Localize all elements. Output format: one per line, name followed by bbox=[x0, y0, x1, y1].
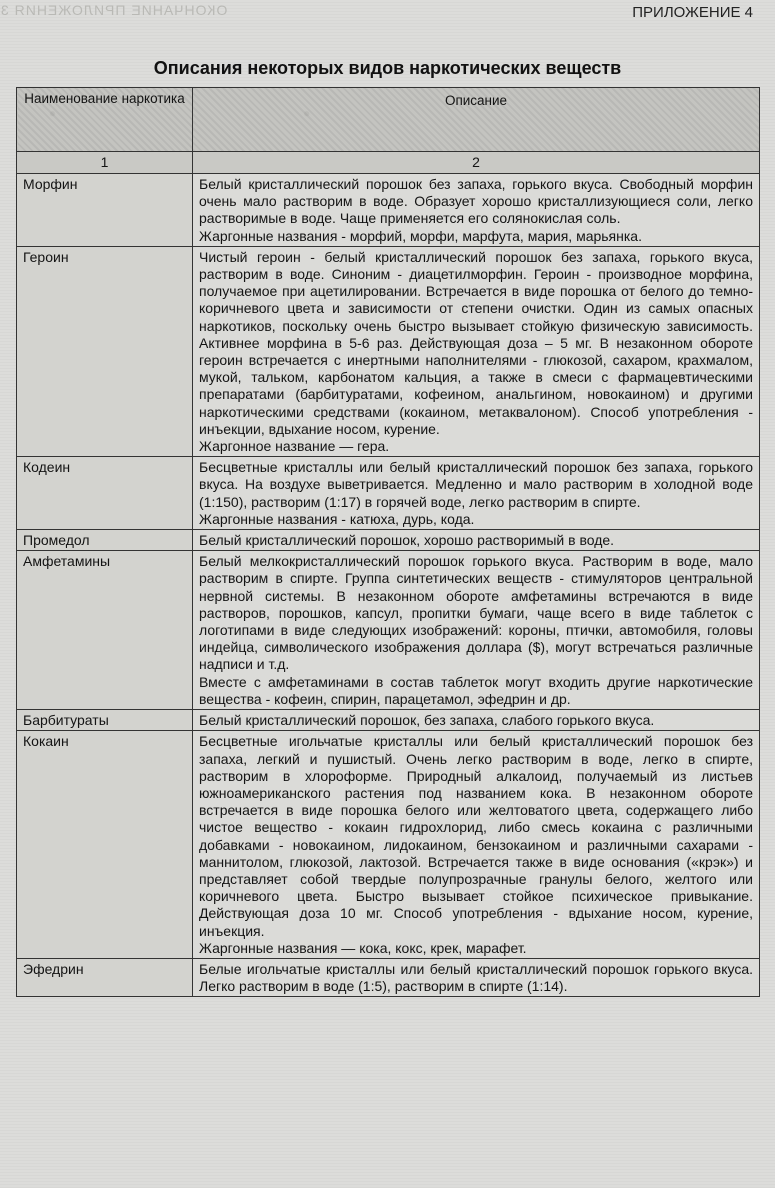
column-number: 2 bbox=[193, 152, 760, 174]
description-paragraph: Чистый героин - белый кристаллический порошок без запаха, горького вкуса, растворим в воде. Синоним - диацетилморфин. Героин - производное морфина, получаемое при ацетилировании. Встречается в виде порошка от белого до темно-коричневого цвета и зависимости от степени очистки. Один из самых опасных наркотиков, поскольку очень быстро вызывает стойкую физическую зависимость. Активнее морфина в 5-6 раз. Действующая доза – 5 мг. В незаконном обороте героин встречается с инертными наполнителями - глюкозой, сахаром, крахмалом, мукой, тальком, карбонатом кальция, а также в смеси с фармацевтическими препаратами (барбитуратами, кофеином, анальгином, новокаином) и другими наркотическими средствами (кокаином, метаквалоном). Способ употребления - инъекции, вдыхание носом, курение. bbox=[199, 248, 753, 437]
description-paragraph: Жаргонные названия - катюха, дурь, кода. bbox=[199, 510, 475, 527]
description-paragraph: Белые игольчатые кристаллы или белый кристаллический порошок горького вкуса. Легко растворим в воде (1:5), растворим в спирте (1:14). bbox=[199, 960, 753, 995]
description-paragraph: Белый кристаллический порошок, без запаха, слабого горького вкуса. bbox=[199, 712, 655, 729]
drug-description-cell bbox=[193, 246, 760, 456]
drug-description-cell bbox=[193, 174, 760, 247]
drug-description-cell bbox=[193, 731, 760, 959]
column-number: 1 bbox=[17, 152, 193, 174]
appendix-label: ПРИЛОЖЕНИЕ 4 bbox=[632, 4, 753, 21]
drug-description-cell bbox=[193, 710, 760, 731]
drug-name-cell: Промедол bbox=[17, 530, 193, 551]
drug-name-cell: Амфетамины bbox=[17, 551, 193, 710]
description-paragraph: Жаргонные названия — кока, кокс, крек, марафет. bbox=[199, 939, 527, 956]
description-paragraph: Белый кристаллический порошок без запаха, горького вкуса. Свободный морфин очень мало растворим в воде. Образует хорошо кристаллизующиеся соли, легко растворимые в воде. Чаще применяется его солянокислая соль. bbox=[199, 176, 753, 227]
drug-name-cell: Эфедрин bbox=[17, 958, 193, 996]
description-paragraph: Бесцветные кристаллы или белый кристаллический порошок без запаха, горького вкуса. На воздухе выветривается. Медленно и мало растворим в холодной воде (1:150), растворим (1:17) в горячей воде, легко растворим в спирте. bbox=[199, 459, 753, 510]
column-number-row bbox=[17, 152, 760, 174]
description-paragraph: Белый кристаллический порошок, хорошо растворимый в воде. bbox=[199, 532, 615, 549]
drug-description-cell bbox=[193, 551, 760, 710]
drug-description-cell bbox=[193, 530, 760, 551]
drug-name-cell: Морфин bbox=[17, 174, 193, 247]
drug-description-cell bbox=[193, 958, 760, 996]
table-row bbox=[17, 246, 760, 456]
table-row bbox=[17, 731, 760, 959]
table-row bbox=[17, 710, 760, 731]
drug-name-cell: Барбитураты bbox=[17, 710, 193, 731]
table-row bbox=[17, 457, 760, 530]
description-paragraph: Бесцветные игольчатые кристаллы или белый кристаллический порошок без запаха, легкий и пушистый. Очень легко растворим в воде, легко в спирте, растворим в хлороформе. Природный алкалоид, получаемый из листьев южноамериканского растения под названием кока. В незаконном обороте встречается в виде порошка белого или желтоватого цвета, содержащего либо чистое вещество - кокаин гидрохлорид, либо смесь кокаина с различными добавками - новокаином, лидокаином, бензокаином и различными сахарами - маннитолом, глюкозой, лактозой. Встречается также в виде основания («крэк») и представляет собой твердые полупрозрачные гранулы белого, желтого или коричневого цвета. Быстро вызывает стойкое психическое привыкание. Действующая доза 10 мг. Способ употребления - вдыхание носом, курение, инъекция. bbox=[199, 733, 753, 939]
description-paragraph: Белый мелкокристаллический порошок горького вкуса. Растворим в воде, мало растворим в спирте. Группа синтетических веществ - стимуляторов центральной нервной системы. В незаконном обороте амфетамины встречаются в виде растворов, порошков, капсул, пропитки бумаги, чаще всего в виде таблеток с логотипами в виде следующих изображений: короны, птички, автомобиля, головы индейца, символического изображения доллара ($), могут встречаться различные надписи и т.д. bbox=[199, 553, 753, 673]
description-paragraph: Вместе с амфетаминами в состав таблеток могут входить другие наркотические вещества - кофеин, спирин, парацетамол, эфедрин и др. bbox=[199, 673, 753, 707]
table-row bbox=[17, 530, 760, 551]
bleed-through-header: ОКОНЧАНИЕ ПРИЛОЖЕНИЯ 3 bbox=[0, 2, 228, 18]
drug-name-cell: Героин bbox=[17, 246, 193, 456]
header-name-column: Наименование наркотика bbox=[17, 88, 193, 152]
drug-name-cell: Кокаин bbox=[17, 731, 193, 959]
table-row bbox=[17, 551, 760, 710]
page-title: Описания некоторых видов наркотических веществ bbox=[153, 58, 622, 78]
description-paragraph: Жаргонное название — гера. bbox=[199, 438, 390, 455]
table-row bbox=[17, 958, 760, 996]
drug-description-cell bbox=[193, 457, 760, 530]
table-header-row bbox=[17, 88, 760, 152]
drugs-table bbox=[16, 87, 760, 997]
drug-name-cell: Кодеин bbox=[17, 457, 193, 530]
table-row bbox=[17, 174, 760, 247]
description-paragraph: Жаргонные названия - морфий, морфи, марфута, мария, марьянка. bbox=[199, 227, 642, 244]
header-description-column: Описание bbox=[193, 88, 760, 152]
